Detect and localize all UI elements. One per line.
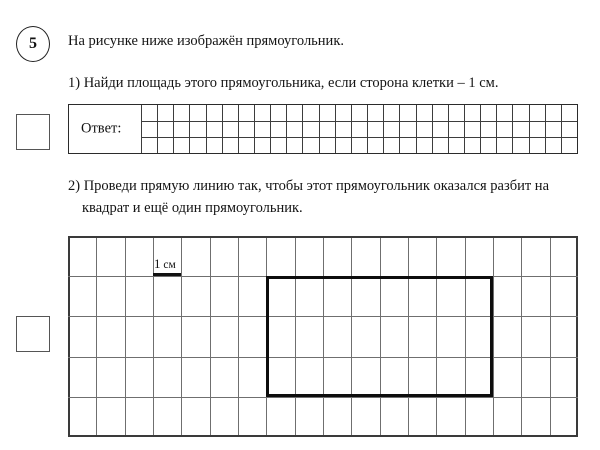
answer-grid-vline — [545, 105, 546, 153]
answer-grid-hline — [141, 137, 577, 138]
figure-grid-hline — [68, 236, 578, 238]
answer-grid-vline — [270, 105, 271, 153]
answer-grid-vline — [222, 105, 223, 153]
answer-grid-hline — [141, 121, 577, 122]
answer-grid-vline — [189, 105, 190, 153]
part2-question — [68, 176, 580, 220]
part2-line2: квадрат и ещё один прямоугольник. — [82, 199, 303, 216]
figure-grid-vline — [181, 236, 182, 437]
figure-grid-hline — [68, 435, 578, 437]
answer-grid-vline — [141, 105, 142, 153]
answer-grid-vline — [319, 105, 320, 153]
figure-grid-vline — [238, 236, 239, 437]
figure-grid[interactable] — [68, 236, 578, 437]
scale-marker-unit: см — [160, 259, 176, 272]
answer-grid-vline — [238, 105, 239, 153]
scale-marker-bar — [153, 273, 181, 276]
answer-grid-vline — [302, 105, 303, 153]
figure-grid-vline — [493, 236, 494, 437]
answer-grid-vline — [480, 105, 481, 153]
task-number-badge — [16, 26, 50, 62]
intro-text: На рисунке ниже изображён прямоугольник. — [68, 33, 344, 49]
score-box-part1[interactable] — [16, 114, 50, 150]
figure-grid-vline — [68, 236, 70, 437]
highlighted-rectangle — [266, 276, 493, 397]
task-number: 5 — [29, 35, 37, 52]
answer-grid-vline — [286, 105, 287, 153]
answer-grid-vline — [496, 105, 497, 153]
answer-grid-vline — [432, 105, 433, 153]
figure-grid-vline — [210, 236, 211, 437]
answer-grid-vline — [351, 105, 352, 153]
answer-grid-vline — [335, 105, 336, 153]
answer-strip — [68, 104, 578, 154]
answer-grid-vline — [464, 105, 465, 153]
answer-grid-vline — [561, 105, 562, 153]
scale-marker-number: 1 — [154, 256, 161, 272]
answer-grid-vline — [254, 105, 255, 153]
answer-grid-vline — [157, 105, 158, 153]
answer-label: Ответ: — [81, 120, 122, 137]
figure-grid-vline — [125, 236, 126, 437]
answer-grid-vline — [416, 105, 417, 153]
scale-marker-label — [154, 256, 176, 272]
figure-grid-vline — [521, 236, 522, 437]
answer-grid-vline — [367, 105, 368, 153]
figure-grid-vline — [96, 236, 97, 437]
answer-grid-vline — [173, 105, 174, 153]
answer-grid-vline — [399, 105, 400, 153]
score-box-part2[interactable] — [16, 316, 50, 352]
answer-grid-vline — [512, 105, 513, 153]
answer-input-grid[interactable] — [141, 105, 577, 153]
figure-grid-vline — [550, 236, 551, 437]
answer-grid-vline — [383, 105, 384, 153]
answer-grid-vline — [206, 105, 207, 153]
figure-grid-hline — [68, 397, 578, 398]
part2-line1: 2) Проведи прямую линию так, чтобы этот прямоугольник оказался разбит на — [68, 178, 550, 194]
figure-grid-vline — [576, 236, 578, 437]
part1-question: 1) Найди площадь этого прямоугольника, если сторона клетки – 1 см. — [68, 75, 499, 91]
answer-grid-vline — [529, 105, 530, 153]
answer-grid-vline — [448, 105, 449, 153]
